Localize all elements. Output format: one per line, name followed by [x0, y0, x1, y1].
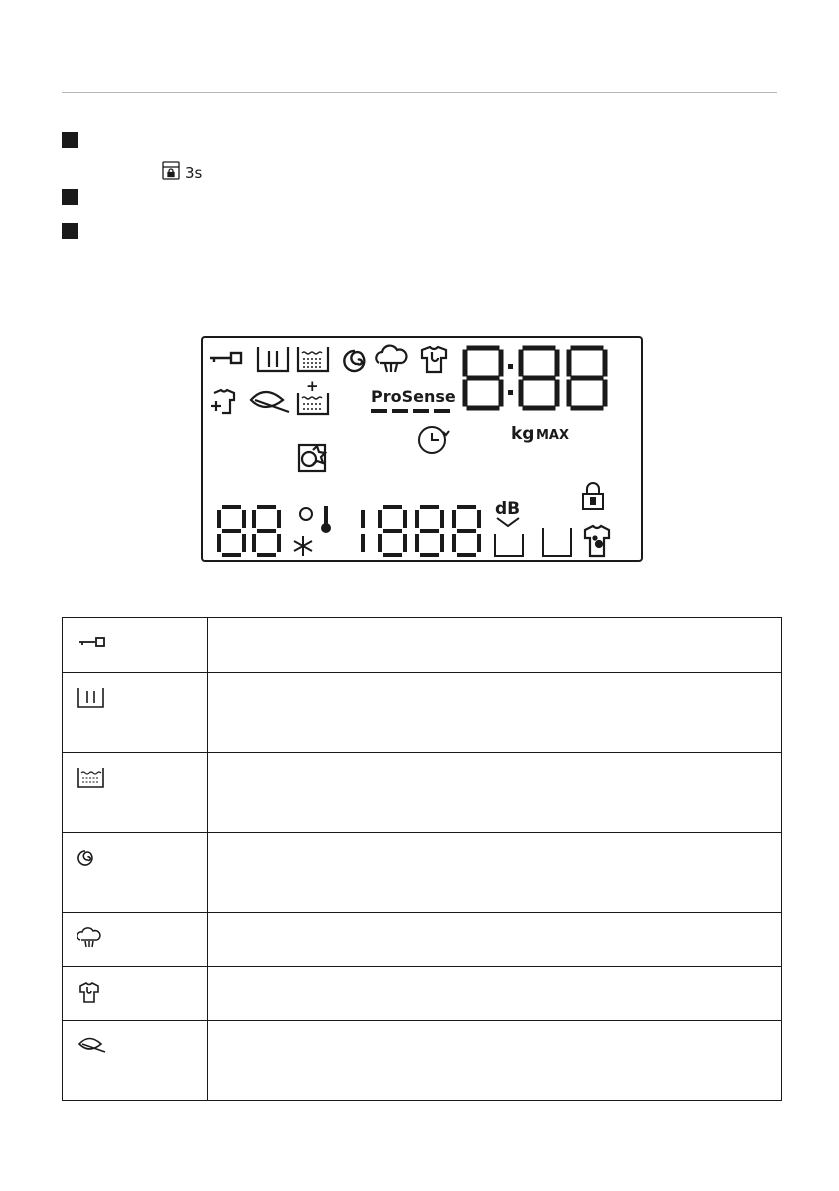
padlock-icon [583, 483, 603, 509]
symbol-cell [63, 913, 208, 967]
time-colon-bottom [508, 390, 513, 395]
symbol-cell [63, 833, 208, 913]
rinse-phase-icon [77, 767, 107, 789]
door-lock-icon [163, 162, 179, 179]
temperature-digits [219, 507, 279, 555]
wash-drawer-icon [543, 528, 571, 556]
wash-icon [258, 347, 288, 371]
table-row [63, 1021, 782, 1101]
child-lock-key-icon [77, 632, 109, 648]
description-cell [208, 618, 782, 673]
time-digit-ones [569, 348, 605, 408]
cold-wash-icon [294, 536, 312, 556]
hint-duration: 3s [185, 164, 203, 181]
eco-leaf-icon [77, 1035, 107, 1055]
degree-symbol [300, 508, 312, 520]
plus-sign: + [306, 377, 319, 395]
description-cell [208, 673, 782, 753]
steam-icon [376, 346, 406, 372]
weight-max-label: MAX [536, 428, 570, 443]
time-colon-top [508, 364, 513, 369]
table-row [63, 618, 782, 673]
temperature-digit-tens [219, 507, 244, 555]
step-marker-2 [62, 189, 78, 205]
description-cell [208, 1021, 782, 1101]
symbol-cell [63, 618, 208, 673]
wash-phase-icon [77, 687, 107, 709]
weight-label: kg [511, 424, 535, 444]
prosense-bars [371, 409, 450, 413]
anti-allergy-icon [77, 981, 103, 1003]
sound-label: dB [495, 499, 521, 519]
symbol-cell [63, 753, 208, 833]
steam-phase-icon [77, 927, 103, 949]
thermometer-icon [321, 506, 331, 533]
step-marker-1 [62, 132, 78, 148]
spin-digit-ones [454, 507, 479, 555]
table-row [63, 753, 782, 833]
description-cell [208, 753, 782, 833]
prosense-label: ProSense [371, 387, 456, 406]
display-panel [201, 336, 643, 562]
extra-rinse-shirt-icon [211, 390, 234, 413]
extra-rinse-icon [298, 393, 328, 414]
shirt-icon [422, 347, 446, 372]
stain-icon [299, 445, 325, 471]
time-digit-tens [521, 348, 557, 408]
rinse-icon [298, 347, 328, 371]
detergent-drawer-icon [495, 534, 523, 556]
table-row [63, 967, 782, 1021]
spin-digit-hundreds [380, 507, 405, 555]
allergy-shirt-icon [585, 526, 609, 556]
symbol-table [62, 617, 782, 1101]
symbol-cell [63, 673, 208, 753]
spin-digit-tens [417, 507, 442, 555]
table-row [63, 913, 782, 967]
key-icon [210, 353, 241, 363]
header-rule [62, 92, 777, 93]
description-cell [208, 833, 782, 913]
time-digit-hour [465, 348, 501, 408]
description-cell [208, 913, 782, 967]
time-digits [465, 348, 605, 408]
table-row [63, 673, 782, 753]
symbol-cell [63, 967, 208, 1021]
eco-leaf-icon [251, 392, 289, 412]
sound-chevron [497, 518, 519, 526]
symbol-cell [63, 1021, 208, 1101]
step-marker-3 [62, 223, 78, 239]
display-drawing [203, 338, 645, 564]
spin-icon [344, 351, 364, 371]
delay-timer-icon [419, 427, 449, 453]
spin-digits [363, 507, 479, 555]
spin-phase-icon [77, 847, 99, 869]
temperature-digit-ones [254, 507, 279, 555]
table-row [63, 833, 782, 913]
door-lock-hint [162, 161, 208, 185]
description-cell [208, 967, 782, 1021]
